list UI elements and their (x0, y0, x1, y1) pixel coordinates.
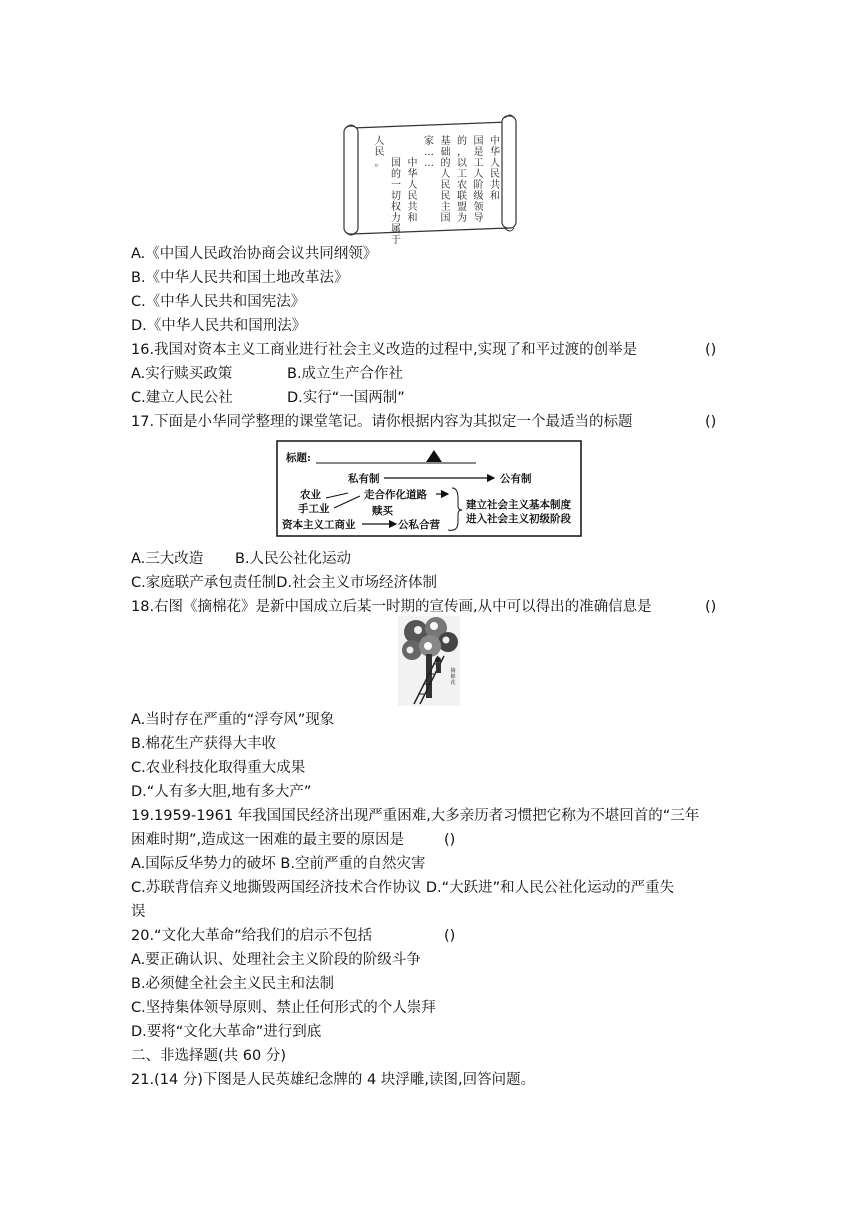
q15-option-a[interactable]: A.《中国人民政治协商会议共同纲领》 (131, 246, 378, 262)
diagram-title-label: 标题: (286, 452, 311, 464)
q16-stem: 16.我国对资本主义工商业进行社会主义改造的过程中,实现了和平过渡的创举是 (131, 342, 638, 358)
q15-option-c[interactable]: C.《中华人民共和国宪法》 (131, 294, 306, 310)
diagram-capitalist: 资本主义工商业 (282, 519, 356, 531)
q20-option-c[interactable]: C.坚持集体领导原则、禁止任何形式的个人崇拜 (131, 1000, 436, 1016)
q18-option-c[interactable]: C.农业科技化取得重大成果 (131, 760, 306, 776)
q17-option-a[interactable]: A.三大改造 (131, 551, 204, 567)
q16-option-a[interactable]: A.实行赎买政策 (131, 366, 233, 382)
q15-option-d[interactable]: D.《中华人民共和国刑法》 (131, 318, 307, 334)
scroll-column: 的，以工农联盟为 (457, 136, 467, 224)
diagram-buyout: 赎买 (372, 505, 393, 517)
q17-option-b[interactable]: B.人民公社化运动 (235, 551, 352, 567)
q19-stem-line1: 19.1959-1961 年我国国民经济出现严重困难,大多亲历者习惯把它称为不堪回首的“三年 (131, 808, 700, 824)
diagram-joint: 公私合营 (398, 519, 440, 531)
diagram-private: 私有制 (348, 473, 380, 485)
scroll-column: 中华人民共和 (407, 158, 418, 224)
q19-stem-line2: 困难时期”,造成这一困难的最主要的原因是 (131, 832, 405, 848)
cotton-picking-poster-image (398, 616, 460, 706)
scroll-column: 国是工人阶级领导 (473, 136, 484, 224)
q17-stem: 17.下面是小华同学整理的课堂笔记。请你根据内容为其拟定一个最适当的标题 (131, 414, 633, 430)
q16-option-d[interactable]: D.实行“一国两制” (287, 390, 405, 406)
scroll-column: 中华人民共和 (490, 136, 500, 202)
q18-answer-paren[interactable]: () (705, 599, 717, 615)
q16-option-b[interactable]: B.成立生产合作社 (287, 366, 404, 382)
q19-options-cd[interactable]: C.苏联背信弃义地撕毁两国经济技术合作协议 D.“大跃进”和人民公社化运动的严重失 (131, 880, 675, 896)
q18-stem: 18.右图《摘棉花》是新中国成立后某一时期的宣传画,从中可以得出的准确信息是 (131, 599, 652, 615)
constitution-scroll-image (340, 110, 520, 246)
q18-option-a[interactable]: A.当时存在严重的“浮夸风”现象 (131, 712, 335, 728)
q17-option-c[interactable]: C.家庭联产承包责任制 (131, 575, 277, 591)
diagram-handicraft: 手工业 (298, 503, 330, 515)
q20-option-b[interactable]: B.必须健全社会主义民主和法制 (131, 976, 335, 992)
q17-answer-paren[interactable]: () (705, 414, 717, 430)
poster-caption: 摘棉花 (450, 668, 456, 686)
q20-option-a[interactable]: A.要正确认识、处理社会主义阶段的阶级斗争 (131, 952, 421, 968)
q15-option-b[interactable]: B.《中华人民共和国土地改革法》 (131, 270, 349, 286)
q19-answer-paren[interactable]: () (444, 832, 456, 848)
q16-option-c[interactable]: C.建立人民公社 (131, 390, 233, 406)
scroll-column: 人民。 (374, 136, 385, 169)
q20-answer-paren[interactable]: () (444, 928, 456, 944)
q20-stem: 20.“文化大革命”给我们的启示不包括 (131, 928, 373, 944)
q18-option-b[interactable]: B.棉花生产获得大丰收 (131, 736, 277, 752)
q16-answer-paren[interactable]: () (705, 342, 717, 358)
diagram-result1: 建立社会主义基本制度 (466, 499, 571, 511)
scroll-column: 国的一切权力属于 (391, 158, 401, 246)
diagram-public: 公有制 (500, 473, 532, 485)
q18-option-d[interactable]: D.“人有多大胆,地有多大产” (131, 784, 312, 800)
diagram-coop: 走合作化道路 (364, 489, 427, 501)
q17-notes-diagram (276, 440, 582, 538)
scroll-column: 基础的人民民主国 (440, 136, 451, 224)
q19-options-ab[interactable]: A.国际反华势力的破坏 B.空前严重的自然灾害 (131, 856, 426, 872)
q19-option-d-wrap: 误 (131, 904, 146, 920)
diagram-result2: 进入社会主义初级阶段 (466, 513, 571, 525)
q17-option-d[interactable]: D.社会主义市场经济体制 (276, 575, 438, 591)
q20-option-d[interactable]: D.要将“文化大革命”进行到底 (131, 1024, 322, 1040)
scroll-column: 家… … (424, 136, 434, 169)
diagram-agri: 农业 (300, 489, 321, 501)
section-heading: 二、非选择题(共 60 分) (131, 1048, 286, 1064)
q21-stem: 21.(14 分)下图是人民英雄纪念牌的 4 块浮雕,读图,回答问题。 (131, 1072, 536, 1088)
